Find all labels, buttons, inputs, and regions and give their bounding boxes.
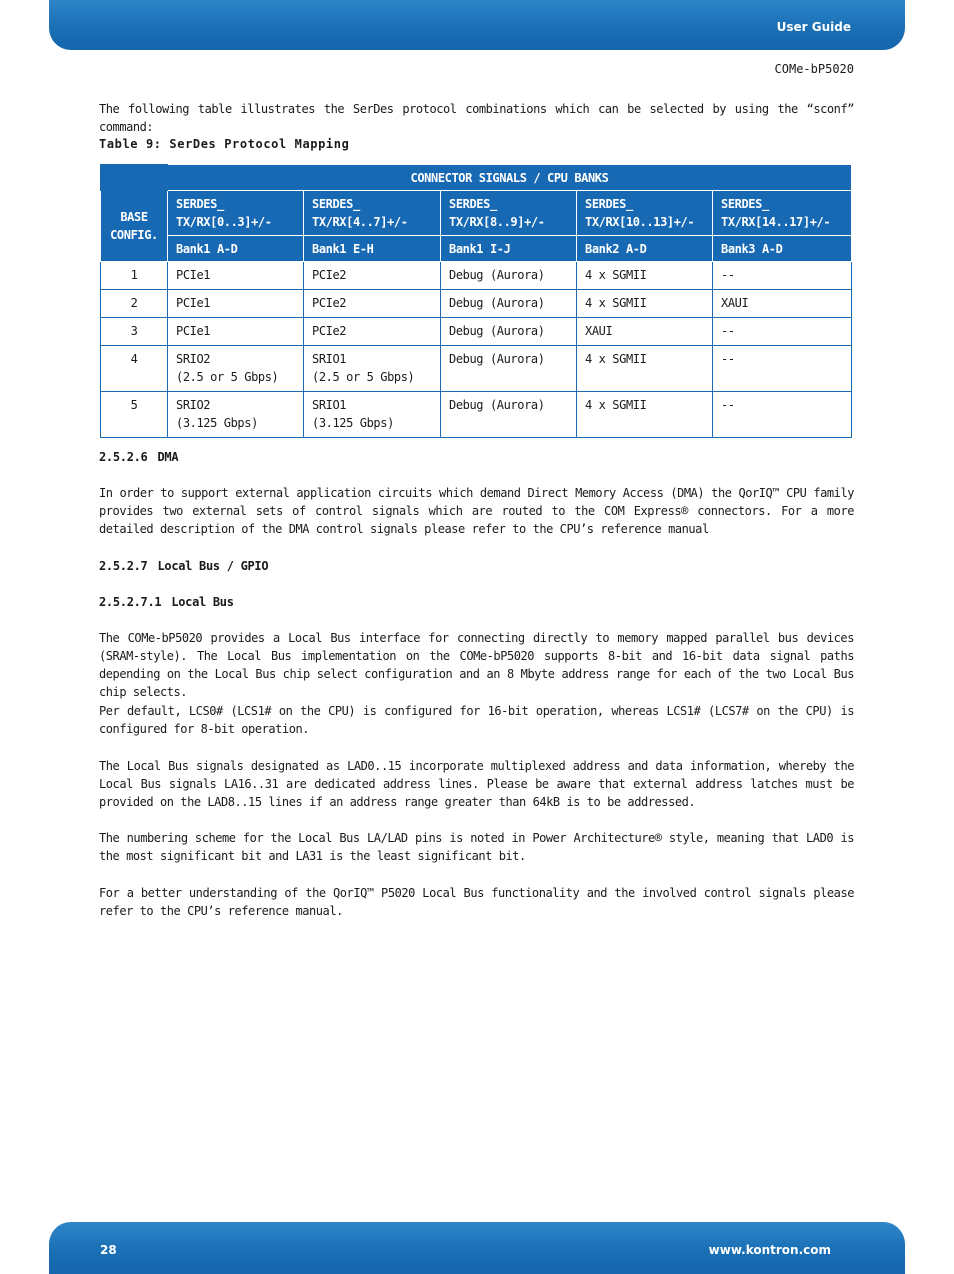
table-cell: Debug (Aurora) xyxy=(441,290,577,318)
table-cell: PCIe2 xyxy=(304,262,441,290)
table-cell: SRIO2 (2.5 or 5 Gbps) xyxy=(168,346,304,392)
table-caption: Table 9: SerDes Protocol Mapping xyxy=(99,137,350,151)
table-row xyxy=(101,290,852,318)
table-row xyxy=(101,318,852,346)
table-row xyxy=(101,346,852,392)
table-cell: SRIO1 (3.125 Gbps) xyxy=(304,392,441,438)
table-cell: Debug (Aurora) xyxy=(441,392,577,438)
bank-header: Bank1 E-H xyxy=(304,236,441,262)
bank-header: Bank2 A-D xyxy=(577,236,713,262)
table-cell: 4 x SGMII xyxy=(577,262,713,290)
table-cell: XAUI xyxy=(577,318,713,346)
table-cell: -- xyxy=(713,346,852,392)
table-bank-header-row xyxy=(101,236,852,262)
config-number-cell: 3 xyxy=(101,318,168,346)
serdes-protocol-table xyxy=(100,164,852,438)
table-cell: SRIO1 (2.5 or 5 Gbps) xyxy=(304,346,441,392)
column-header: SERDES_ TX/RX[14..17]+/- xyxy=(713,191,852,236)
section-heading-local-bus: 2.5.2.7.1 Local Bus xyxy=(99,595,234,609)
column-header: SERDES_ TX/RX[4..7]+/- xyxy=(304,191,441,236)
config-number-cell: 5 xyxy=(101,392,168,438)
table-cell: PCIe1 xyxy=(168,318,304,346)
config-number-cell: 1 xyxy=(101,262,168,290)
table-row xyxy=(101,392,852,438)
section-heading-local-bus-gpio: 2.5.2.7 Local Bus / GPIO xyxy=(99,559,269,573)
table-cell: 4 x SGMII xyxy=(577,346,713,392)
table-cell: PCIe2 xyxy=(304,290,441,318)
column-header: SERDES_ TX/RX[0..3]+/- xyxy=(168,191,304,236)
local-bus-paragraph: The Local Bus signals designated as LAD0..15 incorporate multiplexed address and data information, whereby the Local Bus signals LA16..31 are dedicated address lines. Please be aware that external address latches must be provided on the LAD8..15 lines if an address range greater than 64kB is to be addressed. xyxy=(99,759,854,809)
table-cell: Debug (Aurora) xyxy=(441,318,577,346)
local-bus-paragraph: For a better understanding of the QorIQ™ P5020 Local Bus functionality and the involved control signals please refer to the CPU’s reference manual. xyxy=(99,886,854,918)
table-cell: Debug (Aurora) xyxy=(441,262,577,290)
table-cell: SRIO2 (3.125 Gbps) xyxy=(168,392,304,438)
guide-title: User Guide xyxy=(776,20,851,34)
table-column-header-row xyxy=(101,191,852,236)
corner-cell xyxy=(101,165,168,191)
local-bus-paragraph: The COMe-bP5020 provides a Local Bus interface for connecting directly to memory mapped parallel bus devices (SRAM-style). The Local Bus implementation on the COMe-bP5020 supports 8-bit and 16-bit data signal paths depending on the Local Bus chip select configuration and an 8 Mbyte address range for each of the two Local Bus chip selects. xyxy=(99,631,854,699)
page-number: 28 xyxy=(100,1243,117,1257)
config-number-cell: 4 xyxy=(101,346,168,392)
table-row xyxy=(101,262,852,290)
table-cell: PCIe1 xyxy=(168,262,304,290)
table-cell: PCIe1 xyxy=(168,290,304,318)
footer-url: www.kontron.com xyxy=(708,1243,831,1257)
column-header: SERDES_ TX/RX[10..13]+/- xyxy=(577,191,713,236)
config-number-cell: 2 xyxy=(101,290,168,318)
table-group-header-row xyxy=(101,165,852,191)
table-cell: -- xyxy=(713,262,852,290)
table-cell: -- xyxy=(713,318,852,346)
table-cell: 4 x SGMII xyxy=(577,392,713,438)
table-cell: 4 x SGMII xyxy=(577,290,713,318)
table-cell: PCIe2 xyxy=(304,318,441,346)
bank-header: Bank1 I-J xyxy=(441,236,577,262)
local-bus-paragraph: Per default, LCS0# (LCS1# on the CPU) is configured for 16-bit operation, whereas LCS1# (LCS7# on the CPU) is configured for 8-bit operation. xyxy=(99,704,854,736)
table-cell: XAUI xyxy=(713,290,852,318)
dma-paragraph: In order to support external application circuits which demand Direct Memory Access (DMA) the QorIQ™ CPU family provides two external sets of control signals which are routed to the COM Express® connectors. For a more detailed description of the DMA control signals please refer to the CPU’s reference manual xyxy=(99,486,854,536)
local-bus-paragraph: The numbering scheme for the Local Bus LA/LAD pins is noted in Power Architecture® style, meaning that LAD0 is the most significant bit and LA31 is the least significant bit. xyxy=(99,831,854,863)
table-cell: -- xyxy=(713,392,852,438)
section-heading-dma: 2.5.2.6 DMA xyxy=(99,450,179,464)
group-header: CONNECTOR SIGNALS / CPU BANKS xyxy=(168,165,852,191)
bank-header: Bank3 A-D xyxy=(713,236,852,262)
bank-header: Bank1 A-D xyxy=(168,236,304,262)
table-cell: Debug (Aurora) xyxy=(441,346,577,392)
product-name: COMe-bP5020 xyxy=(774,62,854,76)
base-config-header: BASE CONFIG. xyxy=(101,191,168,262)
intro-paragraph: The following table illustrates the SerDes protocol combinations which can be selected by using the “sconf” command: xyxy=(99,102,854,134)
column-header: SERDES_ TX/RX[8..9]+/- xyxy=(441,191,577,236)
